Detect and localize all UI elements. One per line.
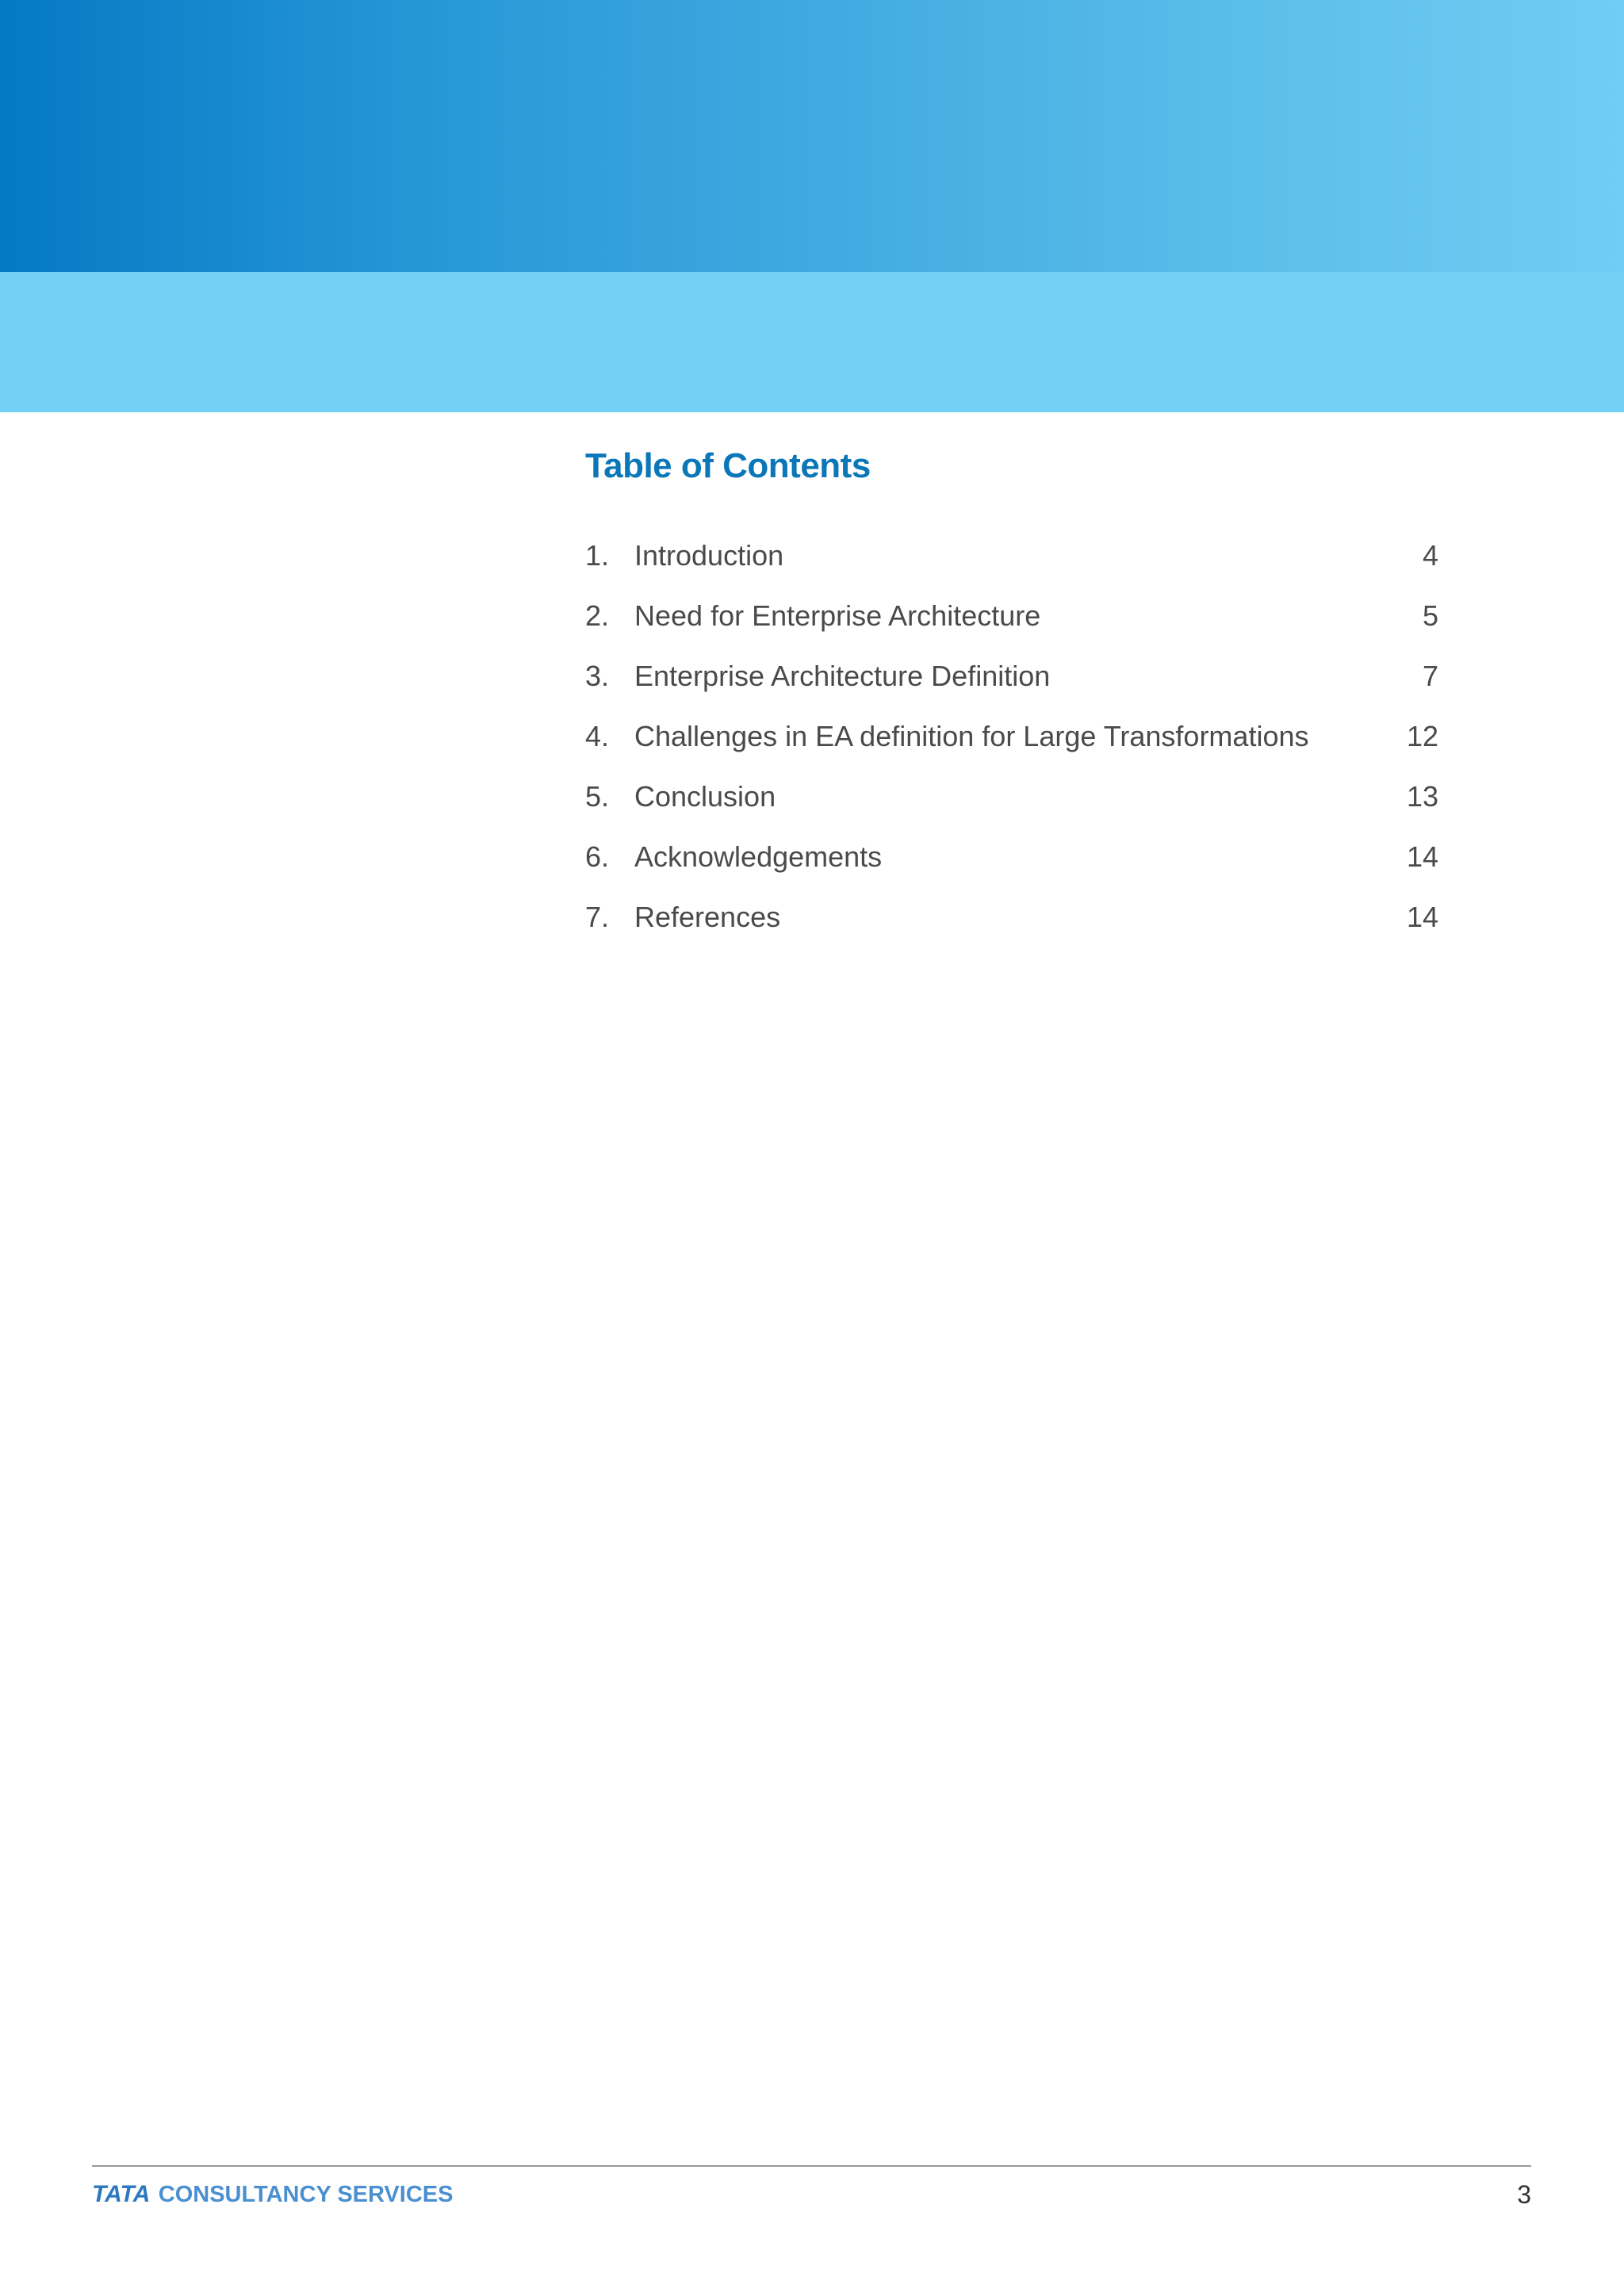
toc-item-number: 2. (585, 599, 610, 632)
toc-item-title: Challenges in EA definition for Large Transformations (634, 720, 1309, 752)
toc-item-page: 5 (1422, 599, 1438, 632)
header-banner-band (0, 272, 1624, 412)
toc-item (585, 894, 1438, 954)
toc-item-number: 5. (585, 780, 610, 813)
toc-title: Table of Contents (585, 446, 871, 485)
toc-item-title: Conclusion (634, 780, 776, 813)
toc-item-title: Acknowledgements (634, 840, 883, 873)
footer-divider (92, 2165, 1531, 2167)
page-number: 3 (1517, 2180, 1531, 2209)
toc-item (585, 713, 1438, 773)
toc-item-number: 6. (585, 840, 610, 873)
toc-item (585, 592, 1438, 652)
toc-item-title: Need for Enterprise Architecture (634, 599, 1041, 632)
toc-item-title: Introduction (634, 539, 784, 572)
toc-item-number: 4. (585, 720, 610, 752)
toc-item-page: 14 (1406, 840, 1438, 873)
toc-item-page: 7 (1422, 660, 1438, 692)
toc-item-number: 3. (585, 660, 610, 692)
toc-item-number: 7. (585, 901, 610, 933)
toc-item (585, 532, 1438, 592)
table-of-contents (585, 440, 1438, 966)
toc-item (585, 833, 1438, 894)
tcs-logo (92, 2177, 453, 2212)
toc-item-number: 1. (585, 539, 610, 572)
toc-item-title: References (634, 901, 781, 933)
header-banner-gradient (0, 0, 1624, 272)
toc-item-page: 4 (1422, 539, 1438, 572)
toc-item-title: Enterprise Architecture Definition (634, 660, 1051, 692)
toc-item (585, 773, 1438, 833)
toc-item (585, 652, 1438, 713)
toc-item-page: 14 (1406, 901, 1438, 933)
toc-item-page: 13 (1406, 780, 1438, 813)
toc-item-page: 12 (1406, 720, 1438, 752)
toc-list (585, 532, 1438, 954)
logo-tata-wordmark: TATA (92, 2181, 151, 2207)
logo-company-name: CONSULTANCY SERVICES (158, 2182, 454, 2207)
